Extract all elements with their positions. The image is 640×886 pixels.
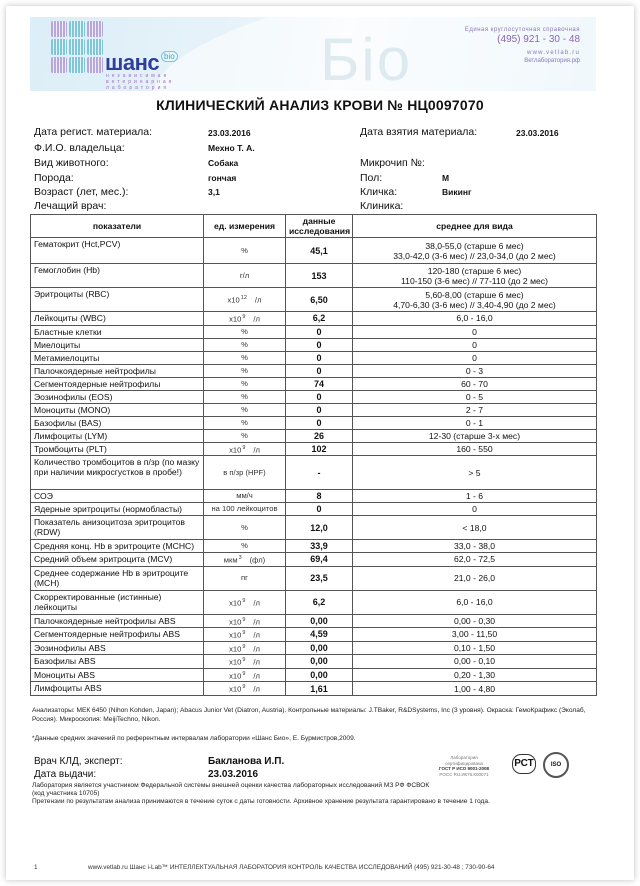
header-parameter: показатели xyxy=(31,215,204,238)
parameter-name: Эозинофилы (EOS) xyxy=(31,390,204,403)
participant-code: (код участника 10705) xyxy=(32,790,100,797)
unit-base: г/л xyxy=(239,270,250,280)
unit-base: % xyxy=(241,541,248,551)
unit-exponent: 9 xyxy=(242,597,246,604)
sample-date-value: 23.03.2016 xyxy=(516,128,559,138)
reference-range xyxy=(353,312,597,326)
contact-caption: Единая круглосуточная справочная xyxy=(464,27,580,33)
results-body xyxy=(31,238,597,696)
parameter-name: Базофилы ABS xyxy=(31,655,204,669)
reference-primary: 33,0 - 38,0 xyxy=(453,541,496,552)
table-header-row xyxy=(31,215,597,238)
cert-line3: РОСС RU.ИК76.К00071 xyxy=(439,771,489,777)
parameter-name: Метамиелоциты xyxy=(31,351,204,364)
result-value: 1,61 xyxy=(286,682,353,696)
parameter-name: Количество тромбоцитов в п/зр (по мазку при наличии микросгустков в пробе!) xyxy=(31,456,204,490)
unit-base: x10 xyxy=(229,657,242,667)
reference-primary: 0 - 3 xyxy=(465,365,484,376)
result-value: 0,00 xyxy=(286,655,353,669)
unit xyxy=(204,516,286,540)
parameter-name: Средний объем эритроцита (MCV) xyxy=(31,553,204,567)
unit xyxy=(204,614,286,628)
reference-range xyxy=(353,503,597,516)
unit xyxy=(204,490,286,503)
reference-primary: 12-30 (старше 3-х мес) xyxy=(428,430,521,441)
reference-range xyxy=(353,553,597,567)
unit-suffix: /л xyxy=(253,644,260,654)
unit-base: % xyxy=(241,404,248,414)
unit xyxy=(204,403,286,416)
reference-primary: 0,00 - 0,10 xyxy=(453,656,496,667)
unit xyxy=(204,553,286,567)
expert-label: Врач КЛД, эксперт: xyxy=(34,756,123,767)
unit xyxy=(204,351,286,364)
table-row xyxy=(31,456,597,490)
age-value: 3,1 xyxy=(208,187,220,197)
iso-certification-icon: ISO xyxy=(543,752,569,778)
reference-secondary: 110-150 (3-6 мес) // 77-110 (до 2 мес) xyxy=(401,275,548,286)
page-title: КЛИНИЧЕСКИЙ АНАЛИЗ КРОВИ № НЦ0097070 xyxy=(156,97,484,113)
unit xyxy=(204,655,286,669)
reference-primary: 21,0 - 26,0 xyxy=(453,573,496,584)
unit-base: x10 xyxy=(229,598,242,608)
result-value: 0 xyxy=(286,390,353,403)
reference-primary: 3,00 - 11,50 xyxy=(451,629,498,640)
table-row xyxy=(31,682,597,696)
reference-range xyxy=(353,351,597,364)
reference-primary: 60 - 70 xyxy=(461,378,488,389)
parameter-name: Сегментоядерные нейтрофилы ABS xyxy=(31,628,204,642)
logo-bio-badge: bio xyxy=(161,51,178,62)
reference-primary: 160 - 550 xyxy=(456,443,493,454)
result-value: 12,0 xyxy=(286,516,353,540)
result-value: 0 xyxy=(286,325,353,338)
contact-website-rf: Ветлаборатория.рф xyxy=(524,58,580,64)
reference-range xyxy=(353,238,597,264)
unit-exponent: 9 xyxy=(242,616,246,623)
parameter-name: Лейкоциты (WBC) xyxy=(31,312,204,326)
result-value: 0 xyxy=(286,364,353,377)
table-row xyxy=(31,628,597,642)
parameter-name: Гемоглобин (Hb) xyxy=(31,264,204,288)
unit-base: % xyxy=(241,365,248,375)
table-row xyxy=(31,338,597,351)
unit xyxy=(204,682,286,696)
unit-base: x10 xyxy=(227,295,240,305)
lab-banner xyxy=(30,17,596,91)
result-value: 6,2 xyxy=(286,590,353,614)
unit-base: % xyxy=(241,339,248,349)
unit-base: x10 xyxy=(229,671,242,681)
table-row xyxy=(31,416,597,429)
reference-primary: 0,10 - 1,50 xyxy=(453,642,496,653)
unit-exponent: 3 xyxy=(238,555,242,562)
reference-range xyxy=(353,655,597,669)
logo-cross-icon xyxy=(51,21,103,73)
reference-primary: 0,00 - 0,30 xyxy=(453,615,496,626)
result-value: 8 xyxy=(286,490,353,503)
parameter-name: Гематокрит (Hct,PCV) xyxy=(31,238,204,264)
reference-primary: 6,0 - 16,0 xyxy=(456,313,493,324)
unit-base: x10 xyxy=(229,617,242,627)
table-row xyxy=(31,655,597,669)
unit-base: x10 xyxy=(229,684,242,694)
reference-range xyxy=(353,668,597,682)
unit-base: мкм xyxy=(223,555,238,565)
unit-exponent: 9 xyxy=(242,684,246,691)
parameter-name: Среднее содержание Hb в эритроците (MCH) xyxy=(31,566,204,590)
unit xyxy=(204,338,286,351)
unit xyxy=(204,416,286,429)
result-value: 153 xyxy=(286,264,353,288)
unit-suffix: /л xyxy=(254,295,262,305)
reference-primary: 38,0-55,0 (старше 6 мес) xyxy=(425,240,524,251)
header-reference: среднее для вида xyxy=(353,215,597,238)
reference-range xyxy=(353,377,597,390)
reg-date-label: Дата регист. материала: xyxy=(34,126,153,138)
table-row xyxy=(31,238,597,264)
parameter-name: Миелоциты xyxy=(31,338,204,351)
parameter-name: Эозинофилы ABS xyxy=(31,641,204,655)
sex-value: М xyxy=(442,173,450,183)
reference-range xyxy=(353,325,597,338)
unit-base: x10 xyxy=(229,630,242,640)
unit-exponent: 9 xyxy=(242,630,246,637)
table-row xyxy=(31,403,597,416)
parameter-name: Палочкоядерные нейтрофилы xyxy=(31,364,204,377)
sample-date-label: Дата взятия материала: xyxy=(360,126,478,138)
unit xyxy=(204,429,286,442)
unit xyxy=(204,288,286,312)
result-value: 0 xyxy=(286,416,353,429)
table-row xyxy=(31,614,597,628)
result-value: 102 xyxy=(286,442,353,456)
reference-range xyxy=(353,566,597,590)
reference-primary: 1,00 - 4,80 xyxy=(453,683,496,694)
header-value: данные исследования xyxy=(286,215,353,238)
result-value: 6,50 xyxy=(286,288,353,312)
unit xyxy=(204,442,286,456)
nickname-label: Кличка: xyxy=(360,186,398,198)
parameter-name: СОЭ xyxy=(31,490,204,503)
unit-base: % xyxy=(241,522,248,532)
header-unit: ед. измерения xyxy=(204,215,286,238)
reference-range xyxy=(353,490,597,503)
unit xyxy=(204,590,286,614)
unit xyxy=(204,264,286,288)
reference-primary: 0 xyxy=(472,352,477,363)
contact-website: www.vetlab.ru xyxy=(527,50,580,56)
unit-base: % xyxy=(241,417,248,427)
unit-base: x10 xyxy=(229,445,242,455)
unit-suffix: (фл) xyxy=(249,555,266,565)
claims-note: Претензии по результатам анализа принимаются в течение суток с даты готовности. Архивное хранение результата гарантировано в течение 1 года. xyxy=(32,798,490,805)
unit-base: % xyxy=(241,245,248,255)
unit-base: пг xyxy=(241,573,248,583)
reference-range xyxy=(353,264,597,288)
unit-base: % xyxy=(241,326,248,336)
cert-line2: ГОСТ Р ИСО 9001-2008 xyxy=(438,766,490,771)
reference-range xyxy=(353,628,597,642)
reference-range xyxy=(353,416,597,429)
reference-range xyxy=(353,590,597,614)
reference-range xyxy=(353,540,597,553)
reference-primary: 0,20 - 1,30 xyxy=(453,669,496,680)
footer-text: www.vetlab.ru Шанс i-Lab™ ИНТЕЛЛЕКТУАЛЬНАЯ ЛАБОРАТОРИЯ КОНТРОЛЬ КАЧЕСТВА ИССЛЕДОВАНИЙ (495) 921-30-48 ; 730-90-64 xyxy=(88,864,495,871)
unit-exponent: 12 xyxy=(240,295,247,302)
table-row xyxy=(31,442,597,456)
table-row xyxy=(31,490,597,503)
doctor-label: Лечащий врач: xyxy=(34,200,107,212)
fsvok-note: Лаборатория является участником Федеральной системы внешней оценки качества лабораторных исследований МЗ РФ ФСВОК xyxy=(32,782,430,789)
unit xyxy=(204,540,286,553)
unit-exponent: 9 xyxy=(242,314,246,320)
unit xyxy=(204,503,286,516)
unit-exponent: 9 xyxy=(242,643,246,650)
result-value: 0 xyxy=(286,351,353,364)
result-value: 4,59 xyxy=(286,628,353,642)
unit xyxy=(204,312,286,326)
page-number: 1 xyxy=(34,864,38,871)
unit xyxy=(204,641,286,655)
table-row xyxy=(31,364,597,377)
species-value: Собака xyxy=(208,158,239,168)
unit-suffix: /л xyxy=(253,671,260,681)
reference-range xyxy=(353,429,597,442)
table-row xyxy=(31,264,597,288)
unit-base: x10 xyxy=(229,644,242,654)
reference-primary: < 18,0 xyxy=(462,522,487,533)
reference-range xyxy=(353,403,597,416)
table-row xyxy=(31,590,597,614)
reference-range xyxy=(353,364,597,377)
reference-range xyxy=(353,390,597,403)
result-value: 0,00 xyxy=(286,614,353,628)
logo-subtitle: независимая ветеринарная лаборатория xyxy=(106,73,175,91)
unit xyxy=(204,390,286,403)
unit xyxy=(204,377,286,390)
banner-contact xyxy=(465,27,580,64)
unit xyxy=(204,364,286,377)
reference-note: *Данные средних значений по референтным интервалам лаборатории «Шанс Био», Е. Бурмистров,2009. xyxy=(32,735,356,742)
reference-primary: 120-180 (старше 6 мес) xyxy=(427,265,522,276)
unit xyxy=(204,325,286,338)
table-row xyxy=(31,288,597,312)
breed-value: гончая xyxy=(208,173,237,183)
contact-phone: (495) 921 - 30 - 48 xyxy=(497,34,580,45)
reference-secondary: 4,70-6,30 (3-6 мес) // 3,40-4,90 (до 2 мес) xyxy=(393,299,556,310)
reference-primary: > 5 xyxy=(468,467,481,478)
parameter-name: Базофилы (BAS) xyxy=(31,416,204,429)
unit-suffix: /л xyxy=(253,314,260,324)
parameter-name: Тромбоциты (PLT) xyxy=(31,442,204,456)
nickname-value: Викинг xyxy=(442,187,472,197)
reg-date-value: 23.03.2016 xyxy=(208,128,251,138)
result-value: 0 xyxy=(286,338,353,351)
unit-suffix: /л xyxy=(253,657,260,667)
reference-range xyxy=(353,641,597,655)
result-value: - xyxy=(286,456,353,490)
microchip-label: Микрочип №: xyxy=(360,157,425,169)
result-value: 0 xyxy=(286,503,353,516)
reference-primary: 0 - 5 xyxy=(465,391,484,402)
result-value: 0,00 xyxy=(286,641,353,655)
reference-range xyxy=(353,682,597,696)
result-value: 33,9 xyxy=(286,540,353,553)
unit-base: в п/зр (HPF) xyxy=(223,467,266,477)
result-value: 0 xyxy=(286,403,353,416)
reference-primary: 62,0 - 72,5 xyxy=(453,554,496,565)
table-row xyxy=(31,429,597,442)
unit-exponent: 9 xyxy=(242,444,246,451)
table-row xyxy=(31,566,597,590)
certification-text xyxy=(432,755,496,777)
parameter-name: Эритроциты (RBC) xyxy=(31,288,204,312)
unit-base: % xyxy=(241,430,248,440)
expert-name: Бакланова И.П. xyxy=(208,756,285,767)
table-row xyxy=(31,325,597,338)
table-row xyxy=(31,377,597,390)
unit xyxy=(204,566,286,590)
unit-base: % xyxy=(241,378,248,388)
cert-line1: Лаборатория сертифицирована xyxy=(445,755,483,766)
unit-base: % xyxy=(241,352,248,362)
reference-primary: 0 xyxy=(472,339,477,350)
parameter-name: Сегментоядерные нейтрофилы xyxy=(31,377,204,390)
reference-range xyxy=(353,456,597,490)
unit-base: на 100 лейкоцитов xyxy=(211,504,278,514)
parameter-name: Лимфоциты ABS xyxy=(31,682,204,696)
unit-exponent: 9 xyxy=(242,657,246,664)
clinic-label: Клиника: xyxy=(360,200,404,212)
reference-range xyxy=(353,288,597,312)
reference-primary: 1 - 6 xyxy=(465,491,484,502)
reference-primary: 0 xyxy=(472,326,477,337)
owner-value: Мехно Т. А. xyxy=(208,143,255,153)
reference-range xyxy=(353,516,597,540)
unit-base: % xyxy=(241,391,248,401)
unit xyxy=(204,668,286,682)
rst-certification-icon: РСТ xyxy=(512,754,536,774)
parameter-name: Лимфоциты (LYM) xyxy=(31,429,204,442)
table-row xyxy=(31,516,597,540)
sex-label: Пол: xyxy=(360,172,383,184)
parameter-name: Ядерные эритроциты (нормобласты) xyxy=(31,503,204,516)
unit-suffix: /л xyxy=(253,598,260,608)
unit xyxy=(204,628,286,642)
unit-suffix: /л xyxy=(253,684,260,694)
species-label: Вид животного: xyxy=(34,157,109,169)
reference-primary: 0 xyxy=(472,504,477,515)
result-value: 69,4 xyxy=(286,553,353,567)
parameter-name: Палочкоядерные нейтрофилы ABS xyxy=(31,614,204,628)
parameter-name: Моноциты (MONO) xyxy=(31,403,204,416)
table-row xyxy=(31,390,597,403)
result-value: 74 xyxy=(286,377,353,390)
parameter-name: Средняя конц. Hb в эритроците (MCHC) xyxy=(31,540,204,553)
result-value: 23,5 xyxy=(286,566,353,590)
banner-watermark: Бio xyxy=(320,26,413,91)
table-row xyxy=(31,312,597,326)
parameter-name: Моноциты ABS xyxy=(31,668,204,682)
unit-base: x10 xyxy=(229,314,242,324)
results-table xyxy=(30,214,597,696)
result-value: 45,1 xyxy=(286,238,353,264)
unit xyxy=(204,456,286,490)
result-value: 26 xyxy=(286,429,353,442)
reference-secondary: 33,0-42,0 (3-6 мес) // 23,0-34,0 (до 2 мес) xyxy=(393,250,556,261)
reference-range xyxy=(353,442,597,456)
table-row xyxy=(31,641,597,655)
result-value: 0,00 xyxy=(286,668,353,682)
age-label: Возраст (лет, мес.): xyxy=(34,186,129,198)
table-row xyxy=(31,668,597,682)
parameter-name: Скорректированные (истинные) лейкоциты xyxy=(31,590,204,614)
analyzers-note: Анализаторы: МЕК 6450 (Nihon Kohden, Japan); Abacus Junior Vet (Diatron, Austria). Контрольные материалы: J.TBaker, R&DSystems, Inc (3 уровня). Окраска: ГемоКрафикс (Эколаб, Россия). Микроскопия: MeijiTechno, Nikon. xyxy=(32,707,586,723)
table-row xyxy=(31,553,597,567)
issue-date-value: 23.03.2016 xyxy=(208,769,259,780)
parameter-name: Бластные клетки xyxy=(31,325,204,338)
reference-range xyxy=(353,338,597,351)
owner-label: Ф.И.О. владельца: xyxy=(34,142,125,154)
breed-label: Порода: xyxy=(34,172,74,184)
unit-exponent: 9 xyxy=(242,670,246,677)
parameter-name: Показатель анизоцитоза эритроцитов (RDW) xyxy=(31,516,204,540)
table-row xyxy=(31,351,597,364)
table-row xyxy=(31,540,597,553)
reference-primary: 5,60-8,00 (старше 6 мес) xyxy=(425,289,524,300)
result-value: 6,2 xyxy=(286,312,353,326)
unit-suffix: /л xyxy=(253,445,260,455)
unit-suffix: /л xyxy=(253,630,260,640)
issue-date-label: Дата выдачи: xyxy=(34,769,97,780)
unit-base: мм/ч xyxy=(236,491,253,501)
reference-primary: 6,0 - 16,0 xyxy=(456,597,493,608)
table-row xyxy=(31,503,597,516)
unit-suffix: /л xyxy=(253,617,260,627)
unit xyxy=(204,238,286,264)
reference-range xyxy=(353,614,597,628)
reference-primary: 2 - 7 xyxy=(465,404,484,415)
reference-primary: 0 - 1 xyxy=(465,417,484,428)
logo-text: шанс xyxy=(105,50,160,75)
